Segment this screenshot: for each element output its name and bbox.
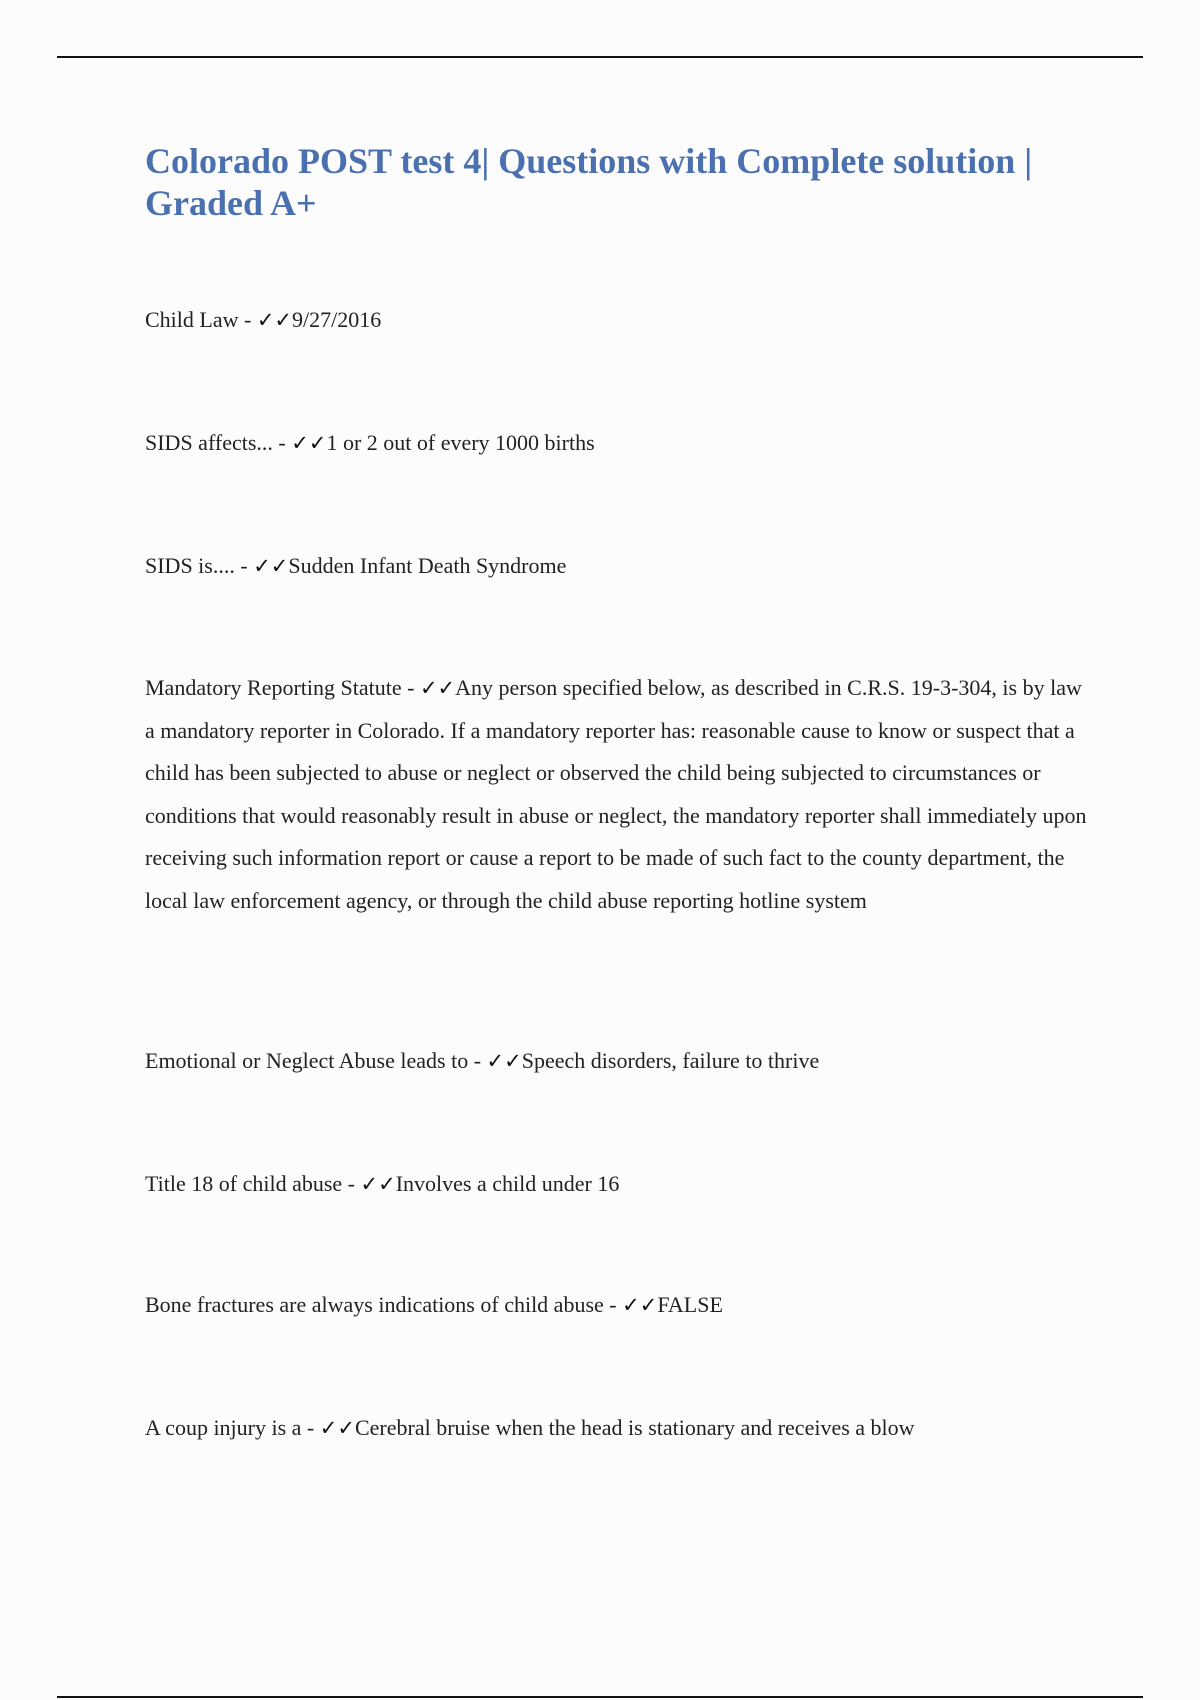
question-text: Bone fractures are always indications of child abuse - [145,1292,623,1317]
double-check-icon: ✓✓ [256,308,293,332]
double-check-icon: ✓✓ [291,431,327,455]
answer-text: Sudden Infant Death Syndrome [288,553,567,578]
double-check-icon: ✓✓ [419,676,456,700]
answer-text: Cerebral bruise when the head is stationary and receives a blow [354,1415,915,1440]
question-text: SIDS is.... - [145,553,254,578]
double-check-icon: ✓✓ [622,1293,658,1317]
question-text: Title 18 of child abuse - [145,1171,361,1196]
qa-entry-sids-is [145,545,1095,588]
double-check-icon: ✓✓ [253,554,289,578]
answer-text: FALSE [657,1292,723,1317]
double-check-icon: ✓✓ [360,1172,396,1196]
qa-entry-child-law [145,299,1095,342]
question-text: A coup injury is a - [145,1415,320,1440]
answer-text: Any person specified below, as described in C.R.S. 19-3-304, is by law a mandatory reporter in Colorado. If a mandatory reporter has: reasonable cause to know or suspect that a child has been subjected to abuse or neglect or observed the child being subjected to circumstances or conditions that would reasonably result in abuse or neglect, the mandatory reporter shall immediately upon receiving such information report or cause a report to be made of such fact to the county department, the local law enforcement agency, or through the child abuse reporting hotline system [145,675,1087,913]
double-check-icon: ✓✓ [319,1416,355,1440]
qa-entry-bone-fractures [145,1284,1095,1327]
qa-entry-coup-injury [145,1407,1095,1450]
qa-entry-emotional-neglect [145,1040,1095,1083]
answer-text: Involves a child under 16 [395,1171,620,1196]
document-title: Colorado POST test 4| Questions with Complete solution | Graded A+ [145,141,1033,223]
question-text: Child Law - [145,307,257,332]
qa-entry-sids-affects [145,422,1095,465]
answer-text: Speech disorders, failure to thrive [521,1048,820,1073]
bottom-rule [57,1696,1143,1698]
qa-entry-title-18 [145,1163,1095,1206]
answer-text: 9/27/2016 [292,307,382,332]
qa-entry-mandatory-reporting [145,667,1095,922]
question-text: Emotional or Neglect Abuse leads to - [145,1048,487,1073]
answer-text: 1 or 2 out of every 1000 births [326,430,595,455]
double-check-icon: ✓✓ [486,1049,522,1073]
question-text: SIDS affects... - [145,430,292,455]
question-text: Mandatory Reporting Statute - [145,675,420,700]
top-rule [57,56,1143,58]
